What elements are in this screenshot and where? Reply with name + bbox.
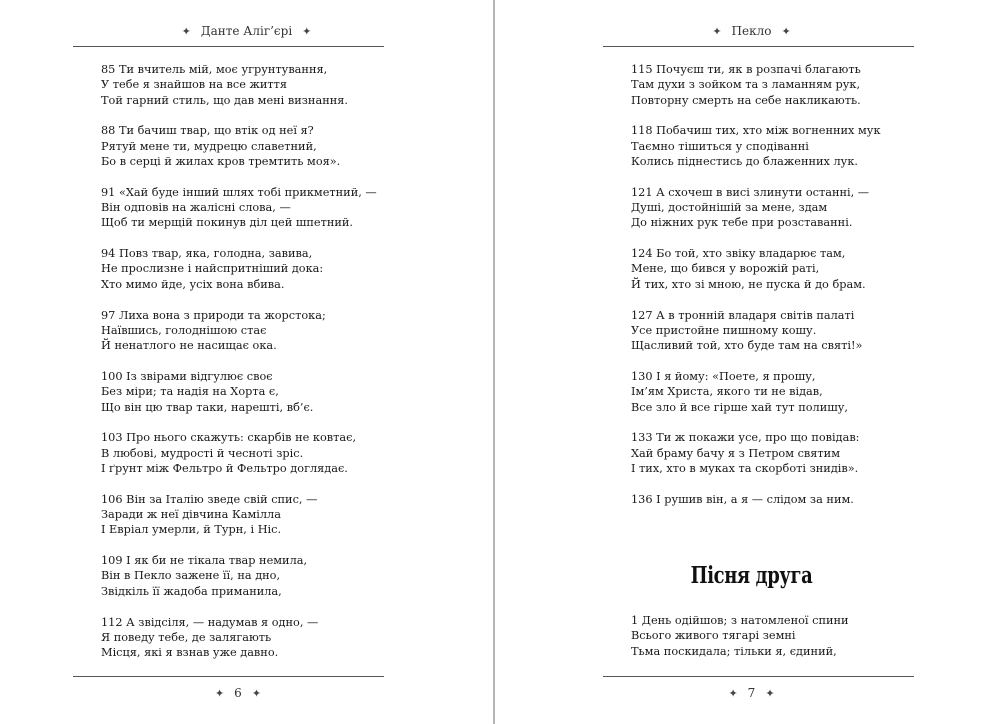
verse-line: Той гарний стиль, що дав мені визнання. (101, 93, 348, 107)
ornament-icon: ✦ (251, 687, 262, 700)
verse-line: Й тих, хто зі мною, не пуска й до брам. (631, 277, 866, 291)
stanza (631, 123, 881, 169)
stanza (631, 308, 881, 354)
verse-line: 97 Лиха вона з природи та жорстока; (101, 308, 326, 322)
verse-line: Що він цю твар таки, нарешті, вб’є. (101, 400, 314, 414)
verse-line: 133 Ти ж покажи усе, про що повідав: (631, 431, 860, 445)
verse-line: 85 Ти вчитель мій, моє угрунтування, (101, 63, 328, 76)
verse-line: Бо в серці й жилах кров тремтить моя». (101, 154, 341, 168)
ornament-icon: ✦ (781, 25, 791, 38)
verse-line: Я поведу тебе, де залягають (101, 630, 272, 644)
verse-line: 109 І як би не тікала твар немила, (101, 554, 308, 568)
verse-line: Усе пристойне пишному кошу. (631, 323, 817, 337)
stanza (631, 369, 881, 415)
header-title: Пекло (731, 24, 772, 38)
left-page (0, 0, 493, 724)
stanza (101, 308, 377, 354)
stanza (631, 246, 881, 292)
verse-line: Хай браму бачу я з Петром святим (631, 446, 840, 460)
verse-line: 1 День одійшов; з натомленої спини (631, 614, 849, 627)
verse-line: 91 «Хай буде інший шлях тобі прикметний, — (101, 185, 377, 199)
verse-line: 94 Повз твар, яка, голодна, завива, (101, 247, 313, 261)
stanza (101, 553, 377, 599)
verse-line: 112 А звідсіля, — надумав я одно, — (101, 615, 319, 629)
verse-line: Рятуй мене ти, мудрецю славетний, (101, 139, 317, 153)
verse-line: Тьма поскидала; тільки я, єдиний, (631, 644, 837, 658)
verse-line: Заради ж неї дівчина Камілла (101, 508, 281, 522)
ornament-icon: ✦ (712, 25, 722, 38)
stanza (101, 246, 377, 292)
header-author: Данте Аліг’єрі (200, 24, 293, 38)
stanza (631, 492, 881, 507)
verse-line: В любові, мудрості й чесноті зріс. (101, 446, 304, 460)
verse-line: 124 Бо той, хто звіку владарює там, (631, 247, 846, 261)
verse-line: Мене, що бився у ворожій раті, (631, 262, 820, 276)
verse-line: Таємно тішиться у сподіванні (631, 139, 809, 153)
header-rule (603, 46, 914, 47)
stanza (101, 62, 377, 108)
verse-line: Щоб ти мерщій покинув діл цей шпетний. (101, 216, 353, 230)
verse-line: 136 І рушив він, а я — слідом за ним. (631, 492, 854, 506)
verse-line: У тебе я знайшов на все життя (101, 78, 288, 92)
verse-line: І Евріал умерли, й Турн, і Ніс. (101, 523, 282, 537)
verse-line: Не прослизне і найспритніший дока: (101, 262, 324, 276)
verse-line: Колись піднестись до блаженних лук. (631, 154, 858, 168)
stanza (631, 62, 881, 108)
stanza (631, 185, 881, 231)
verse-line: Щасливий той, хто буде там на святі!» (631, 339, 863, 353)
ornament-icon: ✦ (765, 687, 775, 700)
stanza (101, 123, 377, 169)
verse-line: І ґрунт між Фельтро й Фельтро доглядає. (101, 461, 348, 475)
verse-line: 130 І я йому: «Поете, я прошу, (631, 369, 816, 383)
right-page (495, 0, 994, 724)
verse-line: Повторну смерть на себе накликають. (631, 93, 861, 107)
poem-body-right (631, 62, 881, 523)
canto-opening-stanza (631, 613, 849, 674)
verse-line: 115 Почуєш ти, як в розпачі благають (631, 63, 861, 76)
page-number: 6 (234, 686, 242, 700)
footer-left (0, 686, 493, 700)
stanza (631, 613, 849, 659)
footer-rule (73, 676, 384, 677)
poem-body-left (101, 62, 377, 676)
verse-line: Він в Пекло зажене її, на дно, (101, 569, 281, 583)
verse-line: Там духи з зойком та з ламанням рук, (631, 78, 861, 92)
verse-line: Ім’ям Христа, якого ти не відав, (631, 385, 823, 399)
verse-line: 103 Про нього скажуть: скарбів не ковтає, (101, 431, 357, 445)
ornament-icon: ✦ (302, 25, 312, 38)
stanza (101, 615, 377, 661)
footer-rule (603, 676, 914, 677)
verse-line: Місця, які я взнав уже давно. (101, 646, 279, 660)
verse-line: 118 Побачиш тих, хто між вогненних мук (631, 124, 881, 138)
verse-line: Хто мимо йде, усіх вона вбива. (101, 277, 285, 291)
running-header-left (0, 24, 493, 38)
stanza (101, 185, 377, 231)
page-number: 7 (747, 686, 756, 700)
verse-line: Все зло й все гірше хай тут полишу, (631, 400, 849, 414)
verse-line: 121 А схочеш в висі злинути останні, — (631, 185, 870, 199)
ornament-icon: ✦ (214, 687, 225, 700)
stanza (631, 430, 881, 476)
verse-line: 127 А в тронній владаря світів палаті (631, 308, 855, 322)
verse-line: 88 Ти бачиш твар, що втік од неї я? (101, 124, 314, 138)
stanza (101, 492, 377, 538)
verse-line: До ніжних рук тебе при розставанні. (631, 216, 853, 230)
verse-line: Він одповів на жалісні слова, — (101, 201, 291, 215)
verse-line: Наївшись, голоднішою стає (101, 323, 267, 337)
footer-right (509, 686, 994, 700)
verse-line: Без міри; та надія на Хорта є, (101, 385, 279, 399)
header-rule (73, 46, 384, 47)
ornament-icon: ✦ (181, 25, 191, 38)
ornament-icon: ✦ (728, 687, 738, 700)
verse-line: 100 Із звірами відгулює своє (101, 369, 273, 383)
verse-line: 106 Він за Італію зведе свій спис, — (101, 492, 318, 506)
canto-title: Пісня друга (690, 562, 813, 589)
verse-line: Всього живого тягарі земні (631, 629, 796, 643)
running-header-right (509, 24, 994, 38)
verse-line: І тих, хто в муках та скорботі знидів». (631, 461, 859, 475)
stanza (101, 430, 377, 476)
stanza (101, 369, 377, 415)
verse-line: Й ненатлого не насищає ока. (101, 339, 277, 353)
verse-line: Звідкіль її жадоба приманила, (101, 584, 282, 598)
verse-line: Душі, достойнішій за мене, здам (631, 201, 828, 215)
